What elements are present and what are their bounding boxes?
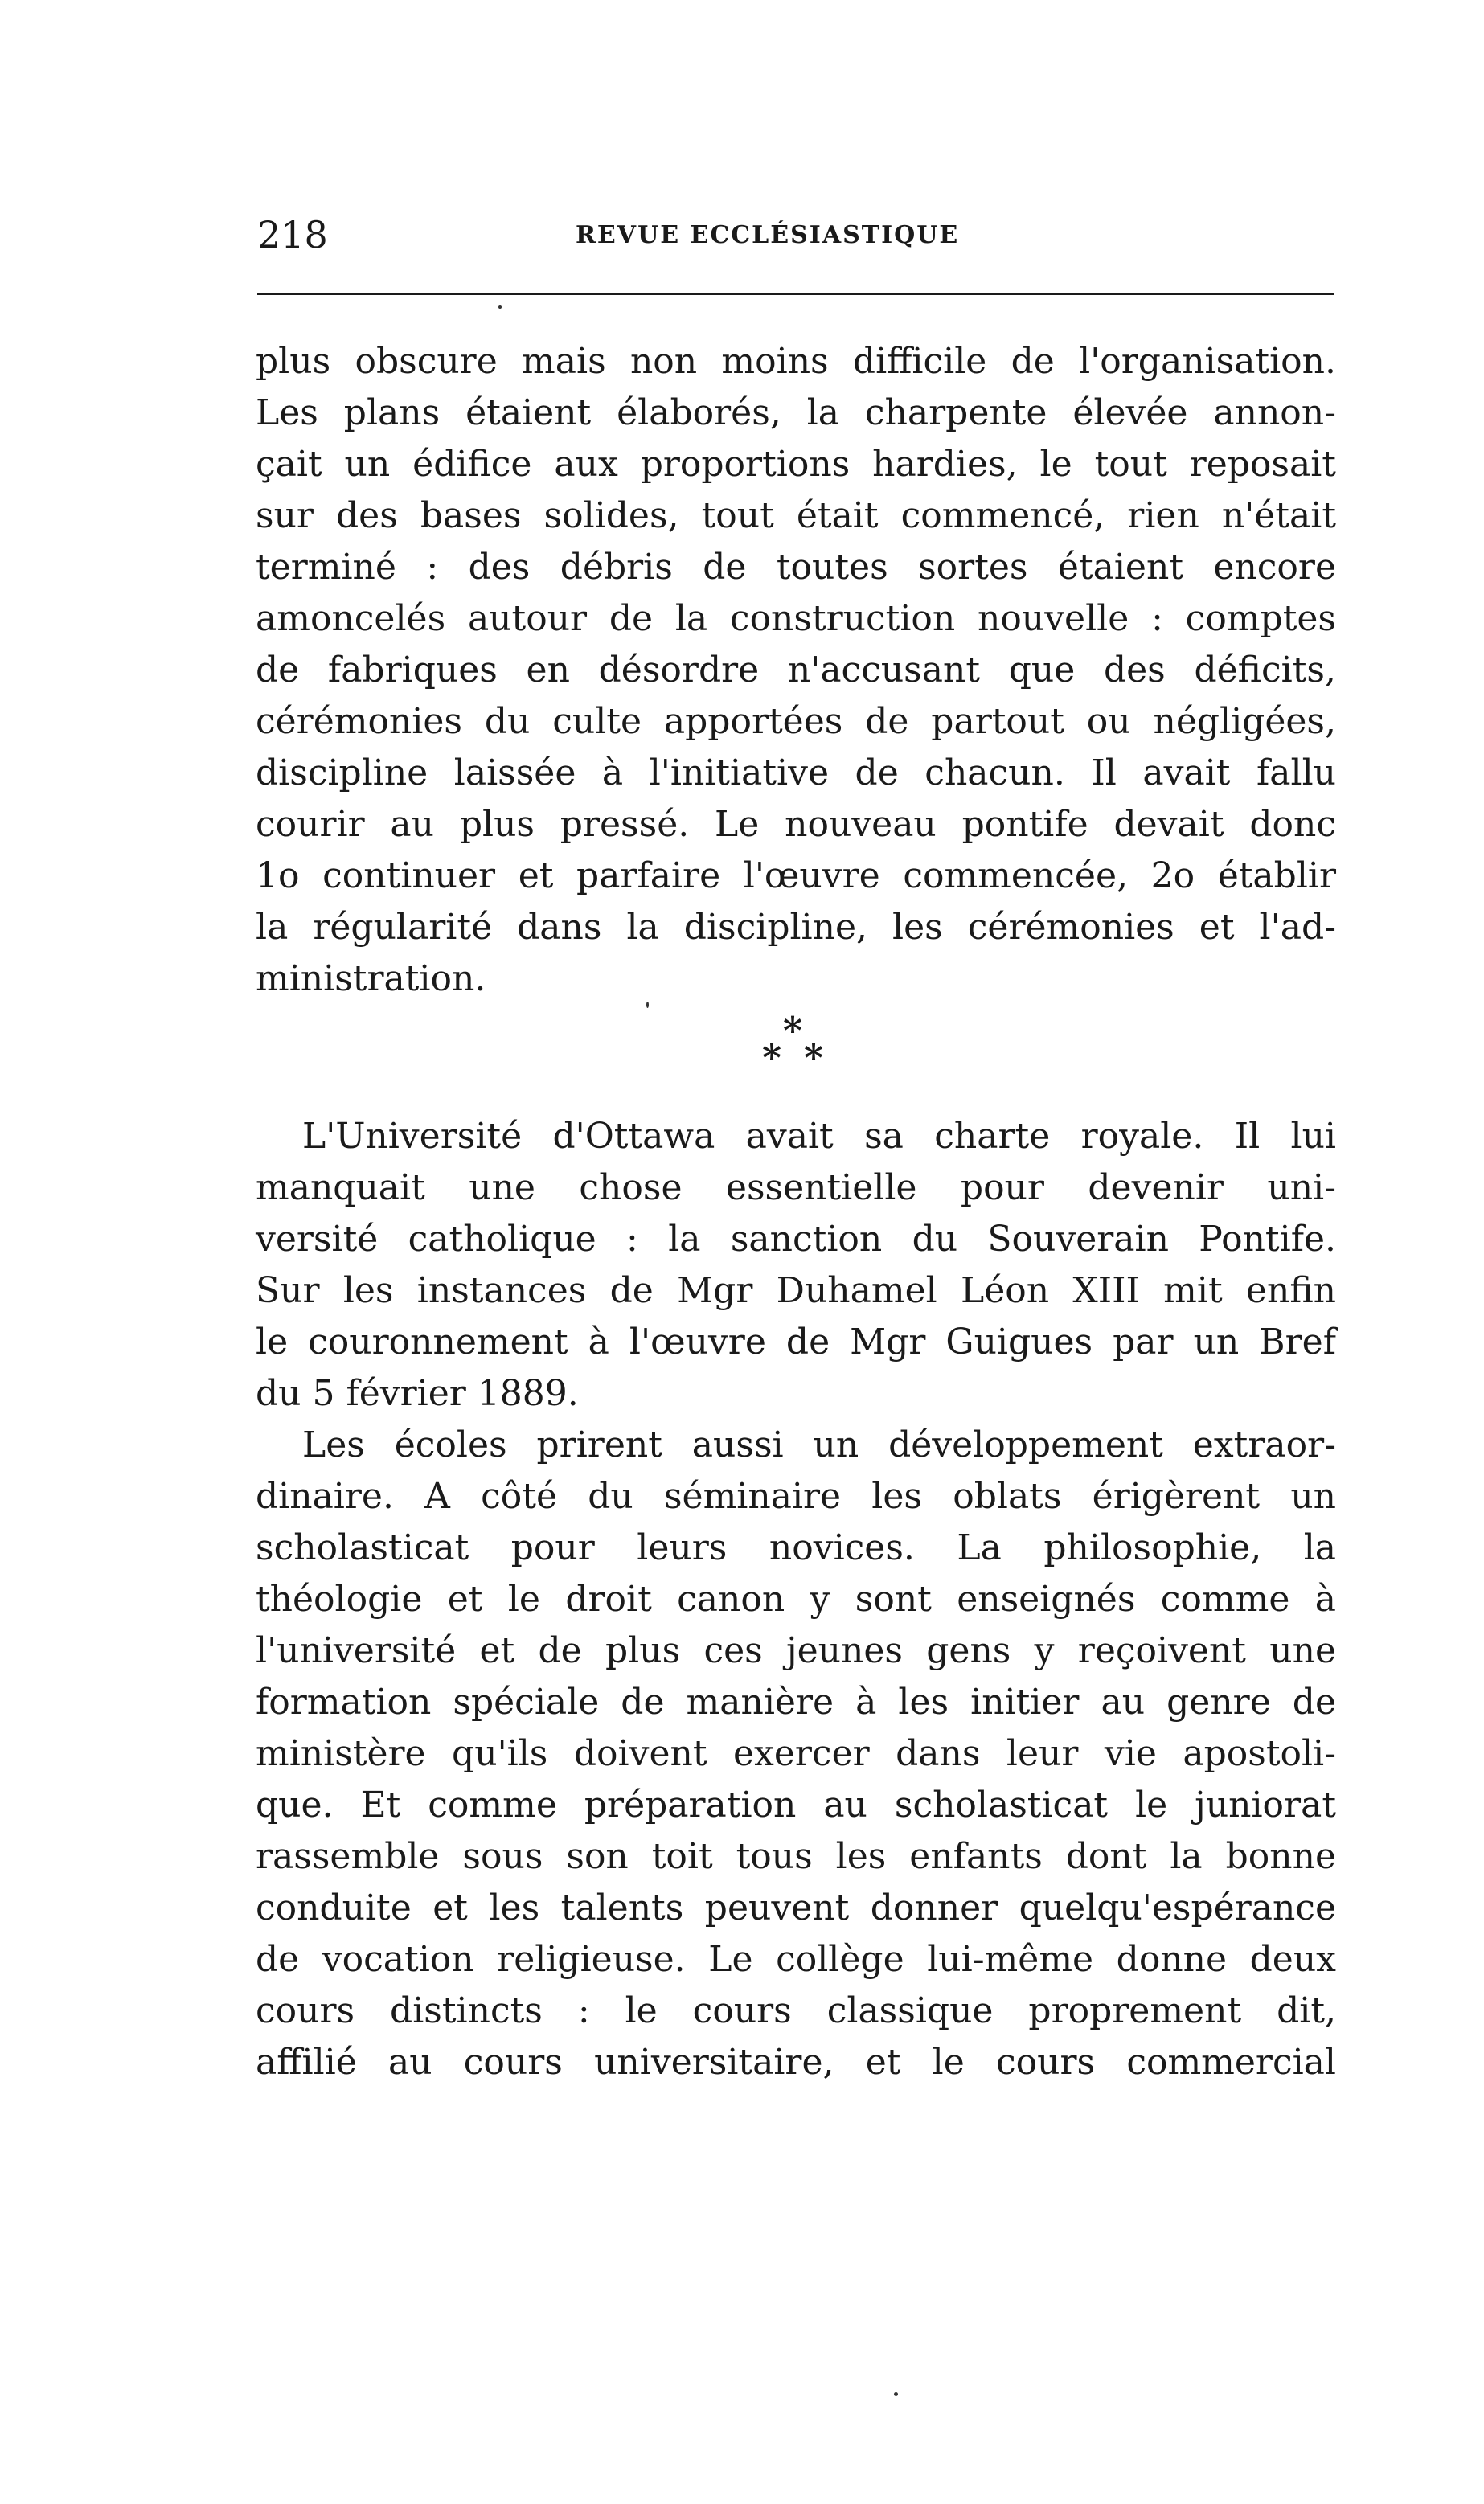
page-header (257, 211, 1334, 259)
text-line: affilié au cours universitaire, et le cours commercial (256, 2042, 1336, 2083)
page-number: 218 (257, 213, 328, 256)
text-line: çait un édifice aux proportions hardies, le tout reposait (256, 444, 1336, 485)
text-line: discipline laissée à l'initiative de chacun. Il avait fallu (256, 752, 1336, 793)
text-line: de vocation religieuse. Le collège lui-même donne deux (256, 1939, 1336, 1980)
text-line: de fabriques en désordre n'accusant que des déficits, (256, 650, 1336, 691)
text-line: sur des bases solides, tout était commencé, rien n'était (256, 495, 1336, 536)
svg-text:*: * (804, 1036, 824, 1079)
text-line: formation spéciale de manière à les initier au genre de (256, 1682, 1336, 1723)
text-line: la régularité dans la discipline, les cérémonies et l'ad- (256, 907, 1336, 948)
text-line: L'Université d'Ottawa avait sa charte royale. Il lui (302, 1116, 1336, 1157)
print-speck (894, 2392, 898, 2396)
text-line: versité catholique : la sanction du Souverain Pontife. (256, 1219, 1336, 1260)
text-line: 1o continuer et parfaire l'œuvre commencée, 2o établir (256, 855, 1336, 896)
text-line: le couronnement à l'œuvre de Mgr Guigues par un Bref (256, 1322, 1336, 1363)
text-line: amoncelés autour de la construction nouvelle : comptes (256, 598, 1336, 639)
text-line: Sur les instances de Mgr Duhamel Léon XIII mit enfin (256, 1270, 1336, 1311)
text-line: cours distincts : le cours classique proprement dit, (256, 1990, 1336, 2031)
asterism-icon (756, 1014, 836, 1079)
text-line: rassemble sous son toit tous les enfants dont la bonne (256, 1836, 1336, 1877)
paragraph-ecoles (256, 1420, 1336, 2088)
print-speck (646, 1002, 649, 1008)
page-body (256, 336, 1336, 2088)
running-title: REVUE ECCLÉSIASTIQUE (576, 221, 960, 249)
text-line: courir au plus pressé. Le nouveau pontife devait donc (256, 804, 1336, 845)
text-line: Les plans étaient élaborés, la charpente élevée annon- (256, 392, 1336, 433)
text-line: cérémonies du culte apportées de partout ou négligées, (256, 701, 1336, 742)
svg-text:*: * (783, 1014, 803, 1052)
section-break (256, 1008, 1336, 1111)
paragraph-organisation (256, 336, 1336, 1005)
text-line: terminé : des débris de toutes sortes étaient encore (256, 547, 1336, 588)
text-line: ministration. (256, 958, 486, 999)
text-line: théologie et le droit canon y sont enseignés comme à (256, 1579, 1336, 1620)
text-line: dinaire. A côté du séminaire les oblats érigèrent un (256, 1476, 1336, 1517)
text-line: manquait une chose essentielle pour devenir uni- (256, 1167, 1336, 1208)
svg-text:*: * (762, 1036, 782, 1079)
text-line: ministère qu'ils doivent exercer dans leur vie apostoli- (256, 1733, 1336, 1774)
header-rule (257, 293, 1334, 295)
text-line: l'université et de plus ces jeunes gens y reçoivent une (256, 1630, 1336, 1671)
paragraph-universite (256, 1111, 1336, 1420)
text-line: plus obscure mais non moins difficile de l'organisation. (256, 341, 1336, 382)
print-speck (498, 305, 502, 309)
text-line: Les écoles prirent aussi un développement extraor- (302, 1424, 1336, 1465)
text-line: du 5 février 1889. (256, 1373, 579, 1414)
text-line: que. Et comme préparation au scholasticat le juniorat (256, 1785, 1336, 1826)
text-line: scholasticat pour leurs novices. La philosophie, la (256, 1527, 1336, 1568)
text-line: conduite et les talents peuvent donner quelqu'espérance (256, 1887, 1336, 1928)
